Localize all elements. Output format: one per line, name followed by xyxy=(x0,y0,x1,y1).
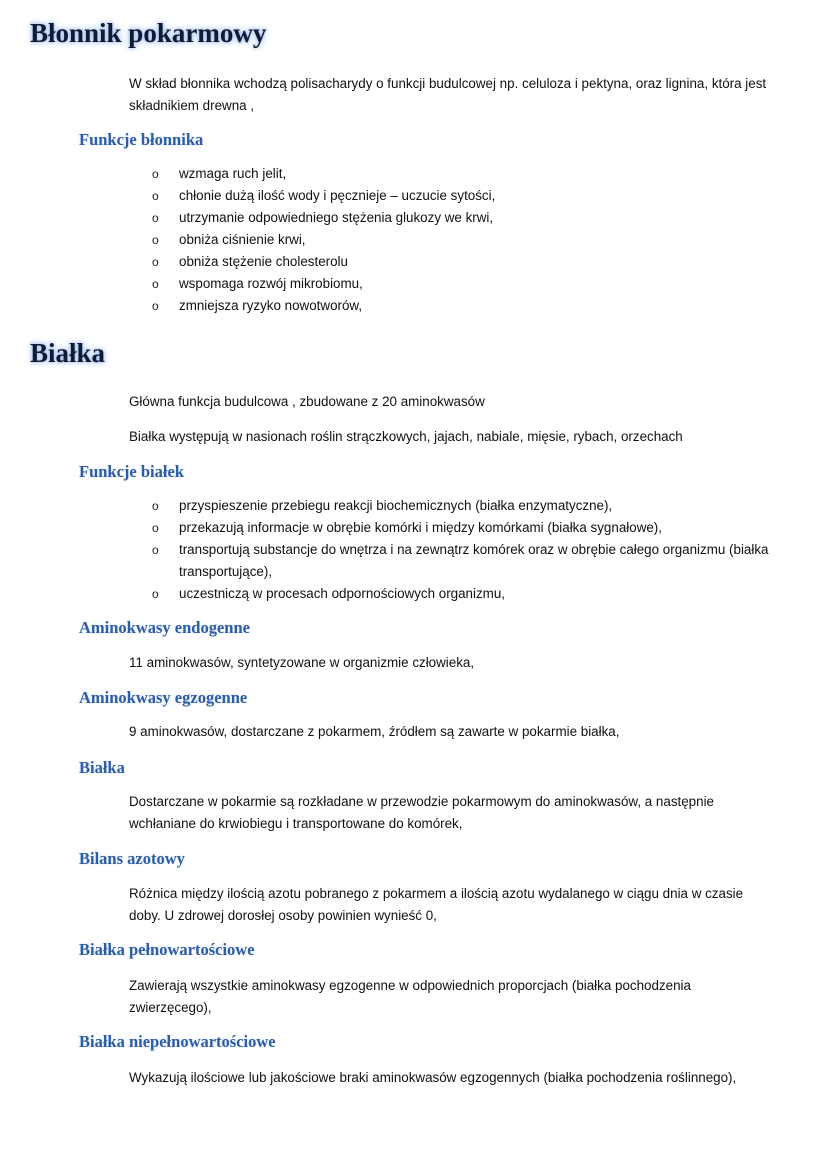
section-title-fiber: Błonnik pokarmowy xyxy=(30,18,267,48)
bullet-icon: o xyxy=(152,521,159,535)
protein-functions-list xyxy=(152,495,772,605)
heading-fiber-functions: Funkcje błonnika xyxy=(79,130,204,149)
section-title-proteins: Białka xyxy=(30,338,106,368)
proteins-intro-paragraph-1: Główna funkcja budulcowa , zbudowane z 20 aminokwasów xyxy=(129,394,485,409)
bullet-icon: o xyxy=(152,299,159,313)
bullet-icon: o xyxy=(152,499,159,513)
nitrogen-balance-text: Różnica między ilością azotu pobranego z pokarmem a ilością azotu wydalanego w ciągu dnia w czasie doby. U zdrowej dorosłej osoby powinien wynieść 0, xyxy=(129,886,744,923)
heading-proteins-digestion: Białka xyxy=(79,758,125,777)
exogenous-amino-acids-text: 9 aminokwasów, dostarczane z pokarmem, źródłem są zawarte w pokarmie białka, xyxy=(129,724,620,739)
list-item: o obniża stężenie cholesterolu xyxy=(152,251,772,273)
bullet-icon: o xyxy=(152,277,159,291)
bullet-icon: o xyxy=(152,587,159,601)
bullet-icon: o xyxy=(152,255,159,269)
bullet-icon: o xyxy=(152,211,159,225)
list-item: o transportują substancje do wnętrza i na zewnątrz komórek oraz w obrębie całego organizmu (białka transportujące), xyxy=(152,539,772,583)
fiber-intro-paragraph: W skład błonnika wchodzą polisacharydy o funkcji budulcowej np. celuloza i pektyna, oraz lignina, która jest składnikiem drewna , xyxy=(129,76,767,113)
bullet-icon: o xyxy=(152,233,159,247)
fiber-functions-list xyxy=(152,163,772,317)
list-item: o zmniejsza ryzyko nowotworów, xyxy=(152,295,772,317)
list-item: o przekazują informacje w obrębie komórki i między komórkami (białka sygnałowe), xyxy=(152,517,772,539)
bullet-icon: o xyxy=(152,167,159,181)
bullet-icon: o xyxy=(152,189,159,203)
heading-protein-functions: Funkcje białek xyxy=(79,462,184,481)
heading-incomplete-proteins: Białka niepełnowartościowe xyxy=(79,1032,276,1051)
complete-proteins-text: Zawierają wszystkie aminokwasy egzogenne w odpowiednich proporcjach (białka pochodzenia zwierzęcego), xyxy=(129,978,691,1015)
list-item: o chłonie dużą ilość wody i pęcznieje – uczucie sytości, xyxy=(152,185,772,207)
incomplete-proteins-text: Wykazują ilościowe lub jakościowe braki aminokwasów egzogennych (białka pochodzenia roślinnego), xyxy=(129,1070,737,1085)
list-item: o wspomaga rozwój mikrobiomu, xyxy=(152,273,772,295)
heading-complete-proteins: Białka pełnowartościowe xyxy=(79,940,255,959)
proteins-intro-paragraph-2: Białka występują w nasionach roślin strączkowych, jajach, nabiale, mięsie, rybach, orzechach xyxy=(129,429,683,444)
heading-endogenous-amino-acids: Aminokwasy endogenne xyxy=(79,618,250,637)
heading-exogenous-amino-acids: Aminokwasy egzogenne xyxy=(79,688,248,707)
list-item: o obniża ciśnienie krwi, xyxy=(152,229,772,251)
proteins-digestion-text: Dostarczane w pokarmie są rozkładane w przewodzie pokarmowym do aminokwasów, a następnie wchłaniane do krwiobiegu i transportowane do komórek, xyxy=(129,794,715,831)
bullet-icon: o xyxy=(152,543,159,557)
list-item: o przyspieszenie przebiegu reakcji biochemicznych (białka enzymatyczne), xyxy=(152,495,772,517)
list-item: o wzmaga ruch jelit, xyxy=(152,163,772,185)
list-item: o utrzymanie odpowiedniego stężenia glukozy we krwi, xyxy=(152,207,772,229)
heading-nitrogen-balance: Bilans azotowy xyxy=(79,849,185,868)
endogenous-amino-acids-text: 11 aminokwasów, syntetyzowane w organizmie człowieka, xyxy=(129,655,475,670)
list-item: o uczestniczą w procesach odpornościowych organizmu, xyxy=(152,583,772,605)
